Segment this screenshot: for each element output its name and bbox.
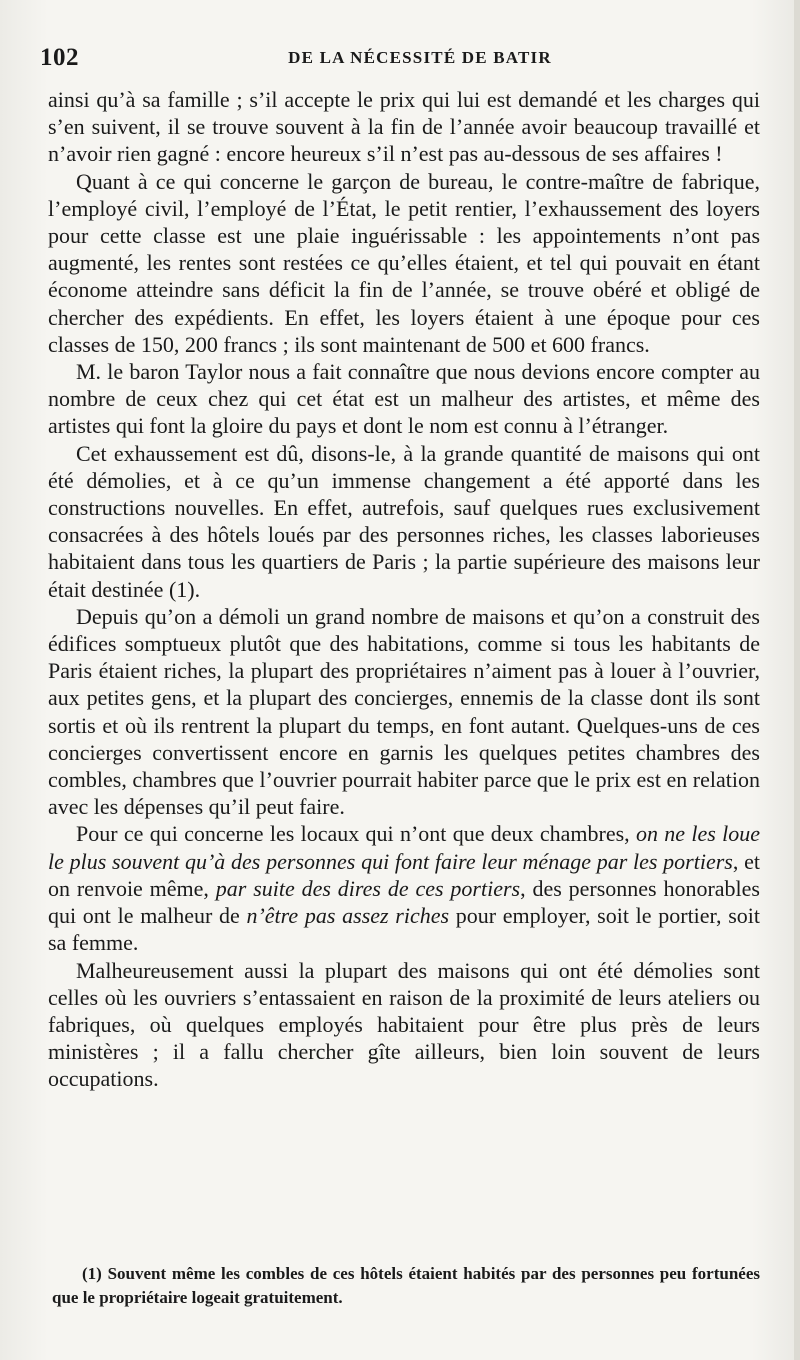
running-title: DE LA NÉCESSITÉ DE BATIR: [288, 48, 552, 67]
page-edge: [794, 0, 800, 1360]
paragraph-5: Depuis qu’on a démoli un grand nombre de maisons et qu’on a construit des édifices somptueux plutôt que des habitations, comme si tous les habitants de Paris étaient riches, la plupart des propriétaires n’aiment pas à louer à l’ouvrier, aux petites gens, et la plupart des concierges, ennemis de la classe dont ils sont sortis et où ils rentrent la plupart du temps, en font autant. Quelques-uns de ces concierges convertissent encore en garnis les quelques petites chambres des combles, chambres que l’ouvrier pourrait habiter parce que le prix est en relation avec les dépenses qu’il peut faire.: [48, 603, 760, 820]
paragraph-6-part-a: Pour ce qui concerne les locaux qui n’ont que deux chambres,: [76, 821, 630, 847]
paragraph-6-italic-f: n’être pas assez riches: [246, 903, 450, 929]
body-text: [48, 86, 760, 1093]
paragraph-6-italic-b: on ne les loue le plus souvent qu’à des personnes qui font faire leur ménage par les portiers: [48, 821, 760, 874]
paragraph-6: [48, 820, 760, 956]
page-number: 102: [40, 44, 79, 71]
paragraph-7: Malheureusement aussi la plupart des maisons qui ont été démolies sont celles où les ouvriers s’entassaient en raison de la proximité de leurs ateliers ou fabriques, où quelques employés habitaient pour être plus près de leurs ministères ; il a fallu chercher gîte ailleurs, bien loin souvent de leurs occupations.: [48, 957, 760, 1092]
paragraph-6-italic-d: par suite des dires de ces portiers: [215, 875, 521, 901]
paragraph-6-part-c: , et on renvoie même,: [48, 848, 760, 901]
page-header: [40, 44, 760, 78]
paragraph-6-part-e: , des personnes honorables qui ont le malheur de: [48, 875, 760, 929]
footnote-text: (1) Souvent même les combles de ces hôtels étaient habités par des personnes peu fortunées que le propriétaire logeait gratuitement.: [52, 1264, 760, 1307]
paragraph-1: ainsi qu’à sa famille ; s’il accepte le prix qui lui est demandé et les charges qui s’en suivent, il se trouve souvent à la fin de l’année avoir beaucoup travaillé et n’avoir rien gagné : encore heureux s’il n’est pas au-dessous de ses affaires !: [48, 87, 760, 167]
paragraph-6-part-g: pour employer, soit le portier, soit sa femme.: [48, 903, 760, 956]
footnote: [52, 1262, 760, 1310]
paragraph-4: Cet exhaussement est dû, disons-le, à la grande quantité de maisons qui ont été démolies, et à ce qu’un immense changement a été apporté dans les constructions nouvelles. En effet, autrefois, sauf quelques rues exclusivement consacrées à des hôtels loués par des personnes riches, les classes laborieuses habitaient dans tous les quartiers de Paris ; la partie supérieure des maisons leur était destinée (1).: [48, 440, 760, 602]
paragraph-2: Quant à ce qui concerne le garçon de bureau, le contre-maître de fabrique, l’employé civil, l’employé de l’État, le petit rentier, l’exhaussement des loyers pour cette classe est une plaie inguérissable : les appointements n’ont pas augmenté, les rentes sont restées ce qu’elles étaient, et tel qui pouvait en étant économe atteindre sans déficit la fin de l’année, se trouve obéré et obligé de chercher des expédients. En effet, les loyers étaient à une époque pour ces classes de 150, 200 francs ; ils sont maintenant de 500 et 600 francs.: [48, 168, 760, 357]
paragraph-3: M. le baron Taylor nous a fait connaître que nous devions encore compter au nombre de ceux chez qui cet état est un malheur des artistes, et même des artistes qui font la gloire du pays et dont le nom est connu à l’étranger.: [48, 359, 760, 439]
